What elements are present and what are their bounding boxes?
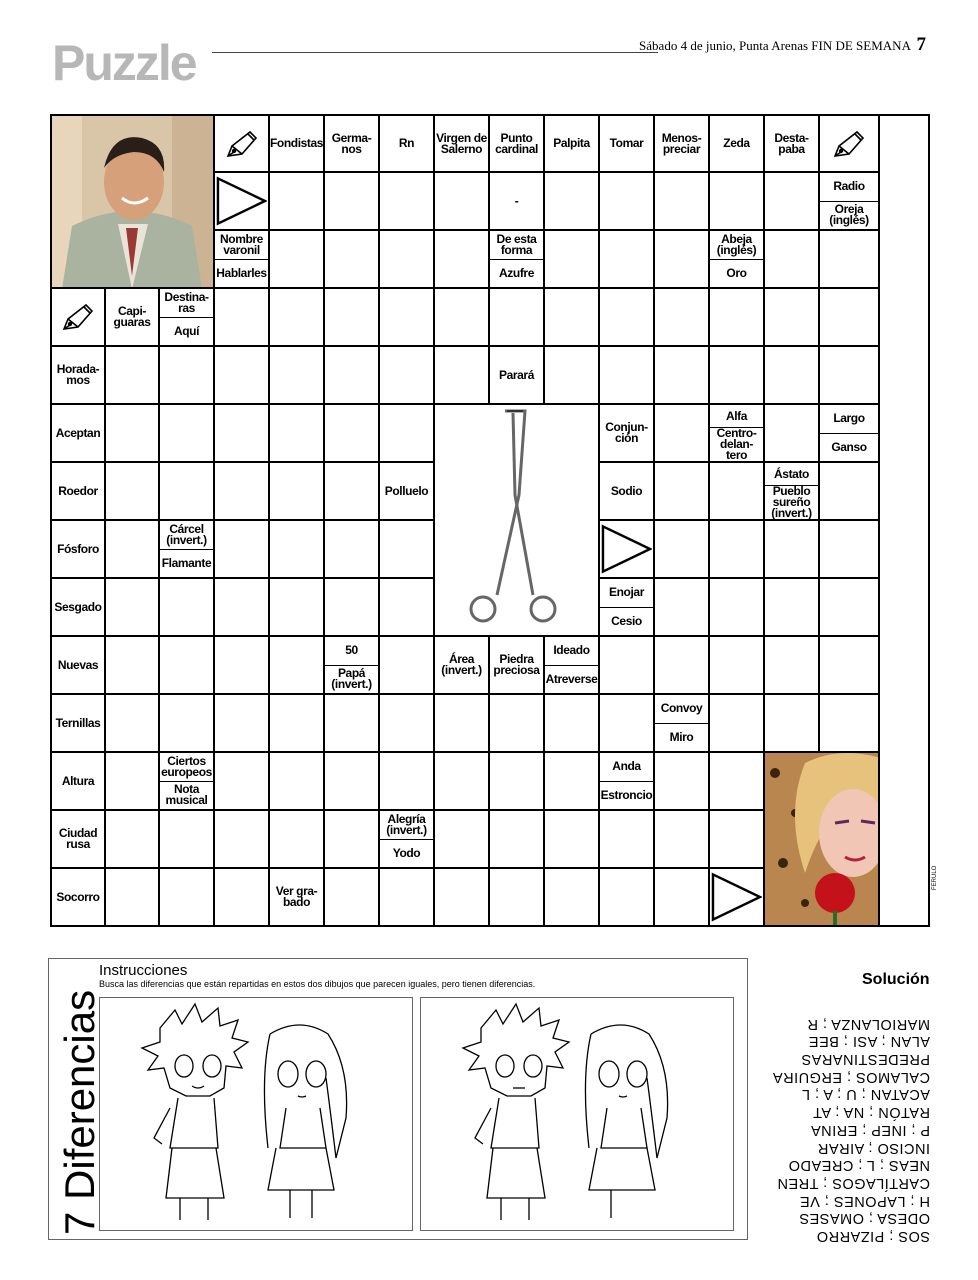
answer-cell[interactable] <box>380 637 435 695</box>
answer-cell[interactable] <box>710 173 765 231</box>
answer-cell[interactable] <box>710 289 765 347</box>
pen-clue-cell[interactable] <box>215 116 270 173</box>
answer-cell[interactable] <box>545 173 600 231</box>
grid-cell <box>380 811 435 869</box>
answer-cell[interactable] <box>325 289 380 347</box>
clue-conjuncion: Conjun-ción <box>600 405 655 463</box>
arrow-right-icon <box>601 524 652 574</box>
answer-cell[interactable] <box>820 637 880 695</box>
pen-icon <box>829 128 869 160</box>
answer-cell[interactable] <box>106 869 160 927</box>
answer-cell[interactable] <box>270 695 325 753</box>
answer-cell[interactable] <box>545 289 600 347</box>
clue-sodio: Sodio <box>600 463 655 521</box>
answer-cell[interactable] <box>655 811 710 869</box>
clue-bottom-atreverse: Atreverse <box>545 665 598 694</box>
photo-man <box>52 116 215 289</box>
answer-cell[interactable] <box>380 753 435 811</box>
answer-cell[interactable] <box>600 173 655 231</box>
answer-cell[interactable] <box>655 637 710 695</box>
clue-bottom-oreja: Oreja (inglés) <box>820 201 878 230</box>
answer-cell[interactable] <box>106 463 160 521</box>
answer-cell[interactable] <box>325 231 380 289</box>
answer-cell[interactable] <box>325 753 380 811</box>
answer-cell[interactable] <box>765 231 820 289</box>
solution-line: CALAMOS ; ERGUIRA <box>772 1068 930 1085</box>
clue-top-nombre-varonil: Nombre varonil <box>220 231 263 257</box>
clue-top-radio: Radio <box>833 179 865 194</box>
answer-cell[interactable] <box>215 811 270 869</box>
clue-bottom-yodo: Yodo <box>380 839 433 868</box>
solution-line: SOS ; PIZARRO <box>816 1228 930 1244</box>
answer-cell[interactable] <box>490 289 545 347</box>
chibi-couple-drawing-right <box>421 998 733 1230</box>
header-rule <box>212 52 658 53</box>
clue-bottom-ganso: Ganso <box>820 433 878 462</box>
answer-cell[interactable] <box>435 289 490 347</box>
solution-line: ALAN ; ASI ; BEE <box>808 1033 930 1050</box>
answer-cell[interactable] <box>435 695 490 753</box>
answer-cell[interactable] <box>655 753 710 811</box>
answer-cell[interactable] <box>160 695 215 753</box>
clue-tomar: Tomar <box>600 116 655 173</box>
answer-cell[interactable] <box>215 289 270 347</box>
answer-cell[interactable] <box>820 347 880 405</box>
answer-cell[interactable] <box>106 637 160 695</box>
clue-fosforo: Fósforo <box>52 521 106 579</box>
answer-cell[interactable] <box>106 521 160 579</box>
answer-cell[interactable] <box>490 695 545 753</box>
clue-top-alfa: Alfa <box>725 408 748 423</box>
answer-cell[interactable] <box>380 521 435 579</box>
answer-cell[interactable] <box>106 579 160 637</box>
answer-cell[interactable] <box>600 289 655 347</box>
clue-parara: Parará <box>490 347 545 405</box>
grid-dash: - <box>490 173 545 231</box>
answer-cell[interactable] <box>710 753 765 811</box>
clue-ver-grabado: Ver gra-bado <box>270 869 325 927</box>
answer-cell[interactable] <box>435 869 490 927</box>
answer-cell[interactable] <box>820 463 880 521</box>
answer-cell[interactable] <box>380 869 435 927</box>
grid-cell <box>160 289 215 347</box>
clue-piedra-preciosa: Piedra preciosa <box>490 637 545 695</box>
clue-top-convoy: Convoy <box>660 701 703 716</box>
page-number: 7 <box>916 34 926 55</box>
answer-cell[interactable] <box>380 231 435 289</box>
clue-nuevas: Nuevas <box>52 637 106 695</box>
date-text: Sábado 4 de junio, Punta Arenas <box>639 38 809 53</box>
answer-cell[interactable] <box>655 231 710 289</box>
clue-top-alegria: Alegría (invert.) <box>386 811 427 837</box>
answer-cell[interactable] <box>545 869 600 927</box>
answer-cell[interactable] <box>710 463 765 521</box>
grid-cell <box>820 173 880 231</box>
answer-cell[interactable] <box>270 173 325 231</box>
answer-cell[interactable] <box>106 753 160 811</box>
answer-cell[interactable] <box>435 231 490 289</box>
answer-cell[interactable] <box>325 463 380 521</box>
clue-top-largo: Largo <box>833 411 865 426</box>
answer-cell[interactable] <box>380 695 435 753</box>
answer-cell[interactable] <box>655 347 710 405</box>
clue-bottom-hablarles: Hablarles <box>215 259 268 288</box>
clue-polluelo: Polluelo <box>380 463 435 521</box>
answer-cell[interactable] <box>215 753 270 811</box>
answer-cell[interactable] <box>380 289 435 347</box>
clue-top-cincuenta: 50 <box>345 643 358 658</box>
solution-line: INCISO ; AIRAR <box>817 1139 930 1156</box>
answer-cell[interactable] <box>325 811 380 869</box>
arrow-right-icon <box>711 872 762 922</box>
photo-credit: FERULO <box>932 865 938 890</box>
answer-cell[interactable] <box>215 637 270 695</box>
answer-cell[interactable] <box>380 173 435 231</box>
answer-cell[interactable] <box>765 347 820 405</box>
answer-cell[interactable] <box>106 811 160 869</box>
answer-cell[interactable] <box>435 753 490 811</box>
clue-top-de-esta-forma: De esta forma <box>496 231 537 257</box>
solution-line: P ; INEP ; ERINA <box>810 1121 930 1138</box>
answer-cell[interactable] <box>600 869 655 927</box>
grid-cell <box>490 231 545 289</box>
answer-cell[interactable] <box>215 405 270 463</box>
answer-cell[interactable] <box>545 231 600 289</box>
answer-cell[interactable] <box>325 869 380 927</box>
answer-cell[interactable] <box>325 347 380 405</box>
answer-cell[interactable] <box>270 637 325 695</box>
answer-cell[interactable] <box>655 869 710 927</box>
answer-cell[interactable] <box>600 231 655 289</box>
answer-cell[interactable] <box>380 405 435 463</box>
solution-line: ACATAN ; U ; A ; L <box>801 1086 930 1103</box>
grid-cell <box>545 637 600 695</box>
answer-cell[interactable] <box>215 463 270 521</box>
answer-cell[interactable] <box>106 405 160 463</box>
grid-cell <box>655 695 710 753</box>
clue-bottom-pueblo: Pueblo sureño (invert.) <box>765 485 818 519</box>
clue-sesgado: Sesgado <box>52 579 106 637</box>
answer-cell[interactable] <box>545 811 600 869</box>
clue-bottom-oro: Oro <box>710 259 763 288</box>
answer-cell[interactable] <box>435 173 490 231</box>
answer-cell[interactable] <box>765 289 820 347</box>
answer-cell[interactable] <box>655 289 710 347</box>
answer-cell[interactable] <box>765 579 820 637</box>
answer-cell[interactable] <box>325 173 380 231</box>
chibi-couple-drawing-left <box>100 998 412 1230</box>
answer-cell[interactable] <box>270 463 325 521</box>
answer-cell[interactable] <box>325 579 380 637</box>
clue-altura: Altura <box>52 753 106 811</box>
grid-cell <box>600 579 655 637</box>
pen-icon <box>222 128 262 160</box>
clue-top-ciertos-europeos: Ciertos europeos <box>161 753 212 779</box>
solution-line: CARTÍLAGOS ; TREN <box>777 1174 930 1191</box>
answer-cell[interactable] <box>270 405 325 463</box>
solution-line: NEAS ; L ; CREADO <box>788 1157 930 1174</box>
clue-horadamos: Horada-mos <box>52 347 106 405</box>
answer-cell[interactable] <box>710 347 765 405</box>
answer-cell[interactable] <box>490 811 545 869</box>
answer-cell[interactable] <box>160 347 215 405</box>
clue-socorro: Socorro <box>52 869 106 927</box>
clue-bottom-papa: Papá (invert.) <box>325 665 378 694</box>
answer-cell[interactable] <box>710 695 765 753</box>
clue-bottom-cesio: Cesio <box>600 607 653 636</box>
drawing-left[interactable] <box>99 997 413 1231</box>
answer-cell[interactable] <box>545 753 600 811</box>
section-title: Puzzle <box>52 35 196 91</box>
clue-top-destinaras: Destina-ras <box>164 289 209 315</box>
answer-cell[interactable] <box>270 579 325 637</box>
answer-cell[interactable] <box>765 173 820 231</box>
arrow-cell[interactable] <box>600 521 655 579</box>
grid-cell <box>765 463 820 521</box>
answer-cell[interactable] <box>215 869 270 927</box>
solution-line: ODESA ; OMASES <box>798 1210 930 1227</box>
answer-cell[interactable] <box>820 231 880 289</box>
grid-cell <box>710 231 765 289</box>
clue-zeda: Zeda <box>710 116 765 173</box>
clue-bottom-miro: Miro <box>655 723 708 752</box>
answer-cell[interactable] <box>435 347 490 405</box>
grid-cell <box>600 753 655 811</box>
clue-bottom-nota-musical: Nota musical <box>160 781 213 810</box>
answer-cell[interactable] <box>106 695 160 753</box>
grid-cell <box>325 637 380 695</box>
pen-clue-cell[interactable] <box>820 116 880 173</box>
solution-line: H ; LAPONES ; VE <box>799 1192 930 1209</box>
instructions-heading: Instrucciones <box>99 962 188 979</box>
answer-cell[interactable] <box>600 811 655 869</box>
answer-cell[interactable] <box>380 579 435 637</box>
answer-cell[interactable] <box>765 637 820 695</box>
forceps-image <box>435 405 600 637</box>
answer-cell[interactable] <box>325 521 380 579</box>
answer-cell[interactable] <box>215 347 270 405</box>
clue-ternillas: Ternillas <box>52 695 106 753</box>
answer-cell[interactable] <box>710 811 765 869</box>
photo-woman <box>765 753 880 927</box>
solution-line: PREDESTINARAS <box>801 1051 930 1068</box>
answer-cell[interactable] <box>545 695 600 753</box>
solution-heading: Solución <box>862 971 930 988</box>
answer-cell[interactable] <box>765 521 820 579</box>
answer-cell[interactable] <box>160 811 215 869</box>
answer-cell[interactable] <box>106 347 160 405</box>
answer-cell[interactable] <box>325 405 380 463</box>
answer-cell[interactable] <box>655 405 710 463</box>
clue-top-enojar: Enojar <box>609 585 644 600</box>
answer-cell[interactable] <box>490 753 545 811</box>
differences-title: 7 Diferencias <box>56 989 103 1235</box>
answer-cell[interactable] <box>270 521 325 579</box>
answer-cell[interactable] <box>655 521 710 579</box>
solution-line: RATÓN ; NA ; AT <box>812 1104 930 1121</box>
clue-bottom-azufre: Azufre <box>490 259 543 288</box>
answer-cell[interactable] <box>160 579 215 637</box>
instructions-text: Busca las diferencias que están repartidas en estos dos dibujos que parecen iguales, pero tienen diferencias. <box>99 979 536 989</box>
grid-cell <box>160 753 215 811</box>
clue-bottom-estroncio: Estroncio <box>600 781 653 810</box>
answer-cell[interactable] <box>435 811 490 869</box>
clue-palpita: Palpita <box>545 116 600 173</box>
answer-cell[interactable] <box>655 173 710 231</box>
answer-cell[interactable] <box>160 463 215 521</box>
clue-punto-cardinal: Punto cardinal <box>490 116 545 173</box>
clue-virgen-de-salerno: Virgen de Salerno <box>435 116 490 173</box>
answer-cell[interactable] <box>270 231 325 289</box>
crossword-grid <box>50 114 930 927</box>
clue-menospreciar: Menos-preciar <box>655 116 710 173</box>
solution-text <box>770 1016 930 1244</box>
grid-cell <box>160 521 215 579</box>
answer-cell[interactable] <box>325 695 380 753</box>
arrow-cell[interactable] <box>215 173 270 231</box>
clue-top-abeja: Abeja (inglés) <box>716 231 757 257</box>
answer-cell[interactable] <box>655 463 710 521</box>
answer-cell[interactable] <box>215 579 270 637</box>
answer-cell[interactable] <box>270 753 325 811</box>
clue-capiguaras: Capi-guaras <box>106 289 160 347</box>
answer-cell[interactable] <box>710 579 765 637</box>
clue-top-ideado: Ideado <box>553 643 590 658</box>
clue-aceptan: Aceptan <box>52 405 106 463</box>
clue-bottom-flamante: Flamante <box>160 549 213 578</box>
answer-cell[interactable] <box>270 811 325 869</box>
drawing-right[interactable] <box>420 997 734 1231</box>
answer-cell[interactable] <box>820 695 880 753</box>
answer-cell[interactable] <box>820 579 880 637</box>
clue-roedor: Roedor <box>52 463 106 521</box>
clue-area: Área (invert.) <box>435 637 490 695</box>
answer-cell[interactable] <box>270 347 325 405</box>
answer-cell[interactable] <box>160 637 215 695</box>
answer-cell[interactable] <box>380 347 435 405</box>
date-line <box>639 34 926 56</box>
answer-cell[interactable] <box>600 347 655 405</box>
grid-cell <box>710 405 765 463</box>
clue-top-carcel: Cárcel (invert.) <box>166 521 207 547</box>
arrow-right-icon <box>216 176 267 226</box>
grid-cell <box>820 405 880 463</box>
answer-cell[interactable] <box>160 405 215 463</box>
answer-cell[interactable] <box>160 869 215 927</box>
answer-cell[interactable] <box>765 405 820 463</box>
supplement-name: FIN DE SEMANA <box>811 38 911 53</box>
solution-line: MARIOLANZA ; R <box>806 1015 930 1032</box>
answer-cell[interactable] <box>710 521 765 579</box>
answer-cell[interactable] <box>655 579 710 637</box>
answer-cell[interactable] <box>710 637 765 695</box>
clue-bottom-centrodelantero: Centro-delan-tero <box>710 427 763 461</box>
answer-cell[interactable] <box>215 521 270 579</box>
arrow-cell[interactable] <box>710 869 765 927</box>
clue-bottom-aqui: Aquí <box>160 317 213 346</box>
answer-cell[interactable] <box>545 347 600 405</box>
clue-top-astato: Ástato <box>774 466 809 481</box>
clue-rn: Rn <box>380 116 435 173</box>
clue-ciudad-rusa: Ciudad rusa <box>52 811 106 869</box>
answer-cell[interactable] <box>215 695 270 753</box>
answer-cell[interactable] <box>820 521 880 579</box>
answer-cell[interactable] <box>600 637 655 695</box>
pen-clue-cell[interactable] <box>52 289 106 347</box>
clue-fondistas: Fondistas <box>270 116 325 173</box>
grid-cell <box>215 231 270 289</box>
answer-cell[interactable] <box>490 869 545 927</box>
answer-cell[interactable] <box>270 289 325 347</box>
answer-cell[interactable] <box>765 695 820 753</box>
pen-icon <box>58 301 98 333</box>
clue-germanos: Germa-nos <box>325 116 380 173</box>
clue-destapaba: Desta-paba <box>765 116 820 173</box>
answer-cell[interactable] <box>820 289 880 347</box>
answer-cell[interactable] <box>600 695 655 753</box>
clue-top-anda: Anda <box>612 759 641 774</box>
